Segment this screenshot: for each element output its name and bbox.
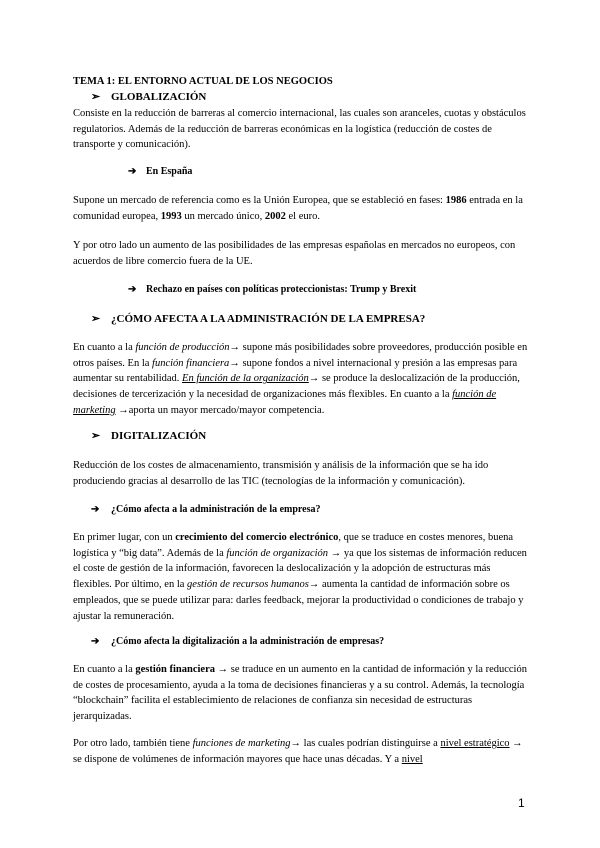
document-title: TEMA 1: EL ENTORNO ACTUAL DE LOS NEGOCIOS — [73, 76, 333, 87]
subheading-espana: ➔ En España — [128, 164, 583, 180]
subheading-afecta-empresa: ➔ ¿Cómo afecta a la administración de la empresa? — [91, 502, 546, 518]
section-heading-afecta: ➢ ¿CÓMO AFECTA A LA ADMINISTRACIÓN DE LA EMPRESA? — [91, 312, 546, 328]
bullet-icon: ➢ — [91, 430, 101, 442]
bullet-icon: ➢ — [91, 313, 101, 325]
paragraph-globalizacion: Consiste en la reducción de barreras al comercio internacional, las cuales son aranceles, cuotas y obstáculos regulatorios. Además de la reducción de barreras económicas en la logística (reducción de costes de transporte y comunicación). — [73, 108, 526, 151]
page-number: 1 — [518, 796, 525, 810]
bullet-icon: ➢ — [91, 91, 101, 103]
arrow-icon: ➔ — [91, 504, 100, 515]
subheading-rechazo: ➔ Rechazo en países con políticas proteccionistas: Trump y Brexit — [128, 282, 583, 298]
paragraph-comercio-electronico: En primer lugar, con un crecimiento del comercio electrónico, que se traduce en costes menores, buena logística y “big data”. Además de la función de organización → ya que los sistemas de información reducen el coste de gestión de la información, favorecen la deslocalización y la adopción de estructuras más flexibles. Por último, en la gestión de recursos humanos→ aumenta la cantidad de información sobre os empleados, que se puede utilizar para: darles feedback, mejorar la productividad o condiciones de trabajo y ajustar la remuneración. — [73, 532, 527, 622]
subheading-digitalizacion-empresas: ➔ ¿Cómo afecta la digitalización a la administración de empresas? — [91, 634, 546, 650]
paragraph-espana: Supone un mercado de referencia como es la Unión Europea, que se estableció en fases: 1986 entrada en la comunidad europea, 1993 un mercado único, 2002 el euro. — [73, 195, 523, 222]
arrow-icon: ➔ — [128, 284, 137, 295]
paragraph-gestion-financiera: En cuanto a la gestión financiera → se traduce en un aumento en la cantidad de información y la reducción de costes de procesamiento, ayuda a la toma de decisiones financieras y a su control. Además, la tecnología “blockchain” facilita el establecimiento de relaciones de confianza sin necesidad de estructuras jerarquizadas. — [73, 664, 527, 723]
arrow-icon: ➔ — [128, 166, 137, 177]
paragraph-marketing: Por otro lado, también tiene funciones de marketing→ las cuales podrían distinguirse a nivel estratégico → se dispone de volúmenes de información mayores que hace unas décadas. Y a nivel — [73, 738, 523, 765]
paragraph-afecta: En cuanto a la función de producción→ supone más posibilidades sobre proveedores, producción posible en otros países. En la función financiera→ supone fondos a nivel internacional y presión a las empresas para aumentar su rentabilidad. En función de la organización→ se produce la deslocalización de la producción, decisiones de tercerización y la necesidad de organizaciones más flexibles. En cuanto a la función de marketing →aporta un mayor mercado/mayor competencia. — [73, 342, 528, 416]
section-heading-digitalizacion: ➢ DIGITALIZACIÓN — [91, 429, 546, 445]
section-heading-globalizacion: ➢ GLOBALIZACIÓN — [91, 90, 546, 106]
paragraph-digitalizacion: Reducción de los costes de almacenamiento, transmisión y análisis de la información que se ha ido produciendo gracias al desarrollo de las TIC (tecnologías de la información y comunicación). — [73, 460, 489, 487]
paragraph-mercados: Y por otro lado un aumento de las posibilidades de las empresas españolas en mercados no europeos, con acuerdos de libre comercio fuera de la UE. — [73, 240, 516, 267]
arrow-icon: ➔ — [91, 636, 100, 647]
